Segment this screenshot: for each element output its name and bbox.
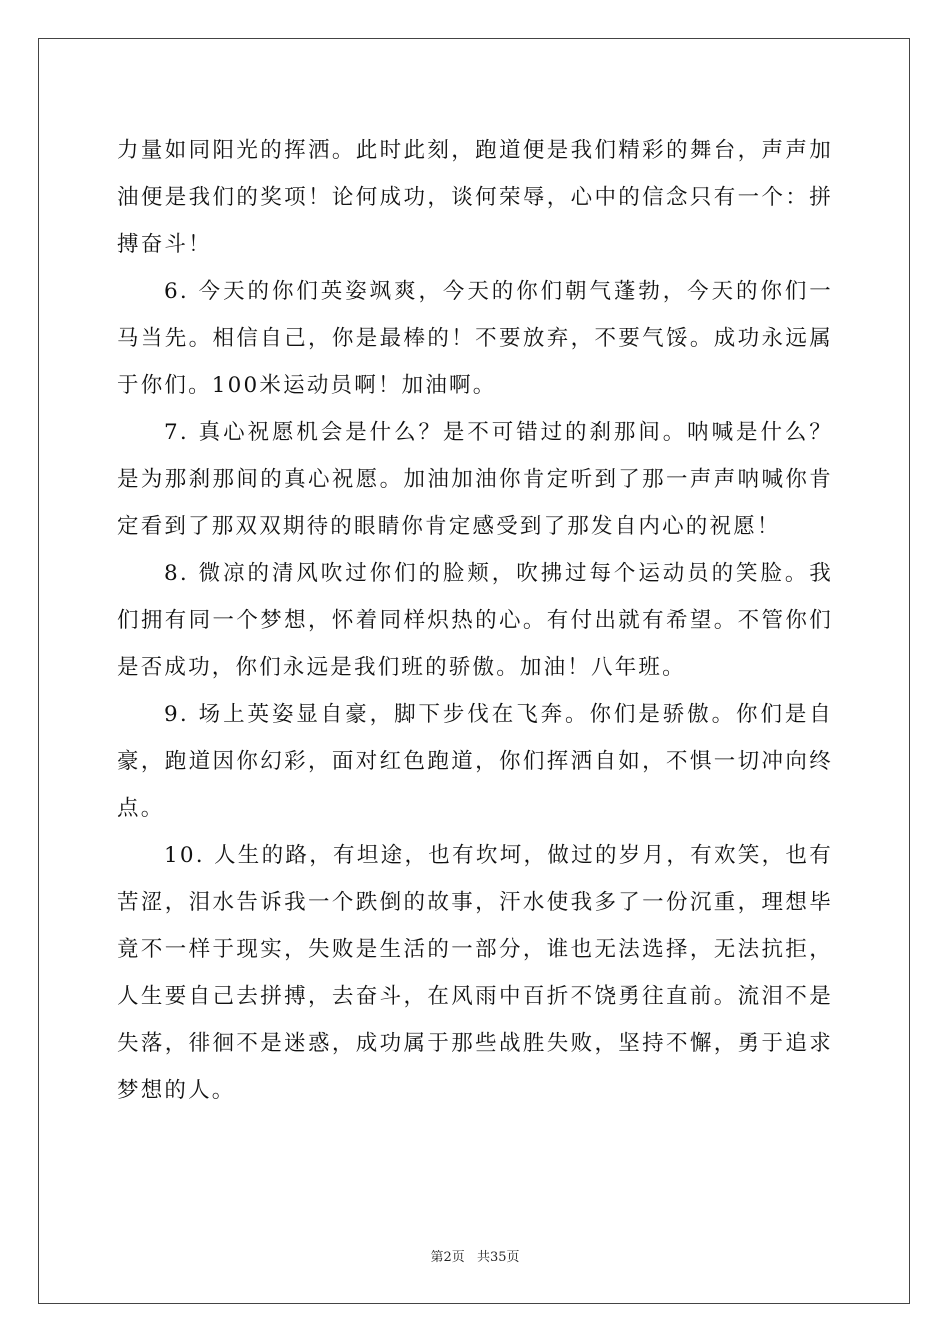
paragraph-item-6: 6. 今天的你们英姿飒爽，今天的你们朝气蓬勃，今天的你们一马当先。相信自己，你是最棒的！不要放弃，不要气馁。成功永远属于你们。100米运动员啊！加油啊。 (117, 279, 833, 398)
paragraph-item-8: 8. 微凉的清风吹过你们的脸颊，吹拂过每个运动员的笑脸。我们拥有同一个梦想，怀着同样炽热的心。有付出就有希望。不管你们是否成功，你们永远是我们班的骄傲。加油！八年班。 (117, 561, 833, 680)
document-body (117, 127, 833, 1114)
paragraph-item-9: 9. 场上英姿显自豪，脚下步伐在飞奔。你们是骄傲。你们是自豪，跑道因你幻彩，面对红色跑道，你们挥洒自如，不惧一切冲向终点。 (117, 702, 833, 821)
paragraph-item-10: 10. 人生的路，有坦途，也有坎坷，做过的岁月，有欢笑，也有苦涩，泪水告诉我一个跌倒的故事，汗水使我多了一份沉重，理想毕竟不一样于现实，失败是生活的一部分，谁也无法选择，无法抗拒，人生要自己去拼搏，去奋斗，在风雨中百折不饶勇往直前。流泪不是失落，徘徊不是迷惑，成功属于那些战胜失败，坚持不懈，勇于追求梦想的人。 (117, 843, 833, 1103)
total-pages: 共35页 (476, 1250, 520, 1265)
page-footer (0, 1246, 950, 1265)
paragraph-item-7: 7. 真心祝愿机会是什么？是不可错过的刹那间。呐喊是什么？是为那刹那间的真心祝愿。加油加油你肯定听到了那一声声呐喊你肯定看到了那双双期待的眼睛你肯定感受到了那发自内心的祝愿！ (117, 420, 833, 539)
paragraph-continuation: 力量如同阳光的挥洒。此时此刻，跑道便是我们精彩的舞台，声声加油便是我们的奖项！论何成功，谈何荣辱，心中的信念只有一个：拼搏奋斗！ (117, 138, 833, 257)
page-number: 第2页 (430, 1250, 465, 1265)
